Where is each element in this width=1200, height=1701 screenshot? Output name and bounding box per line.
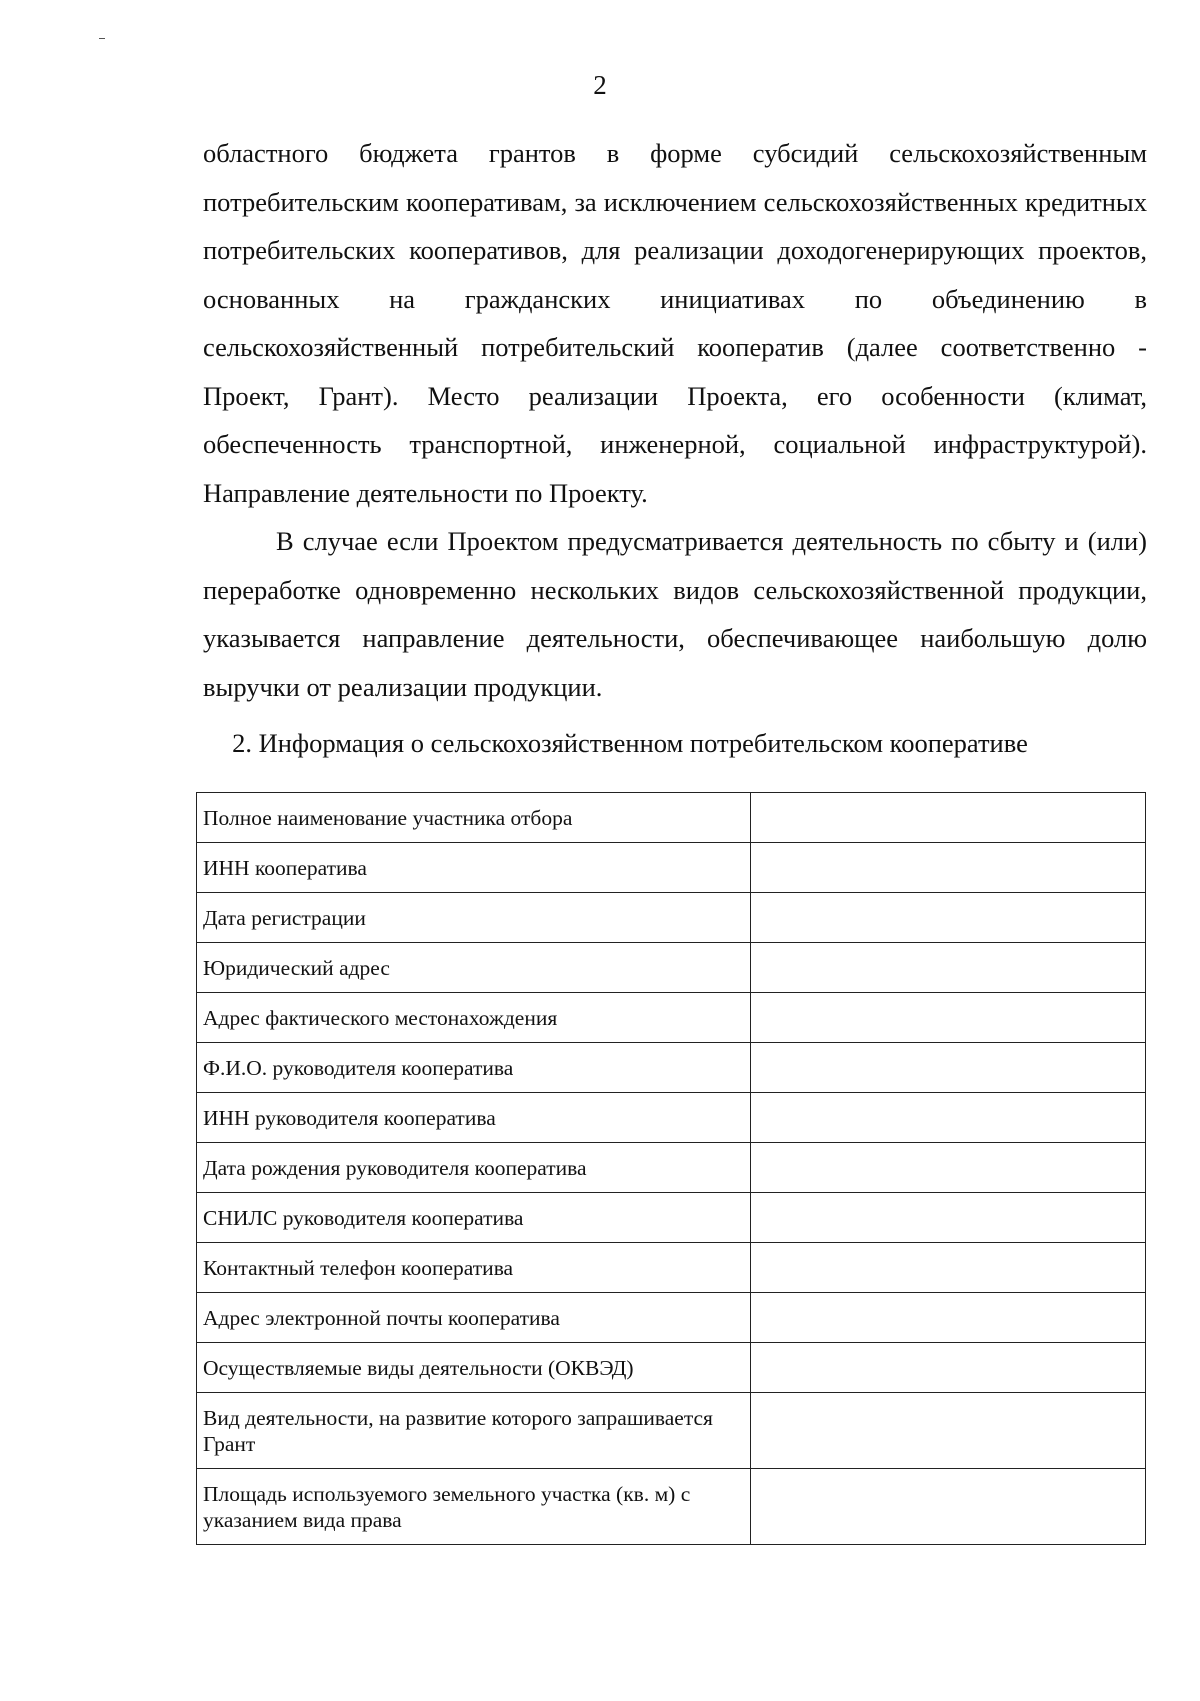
row-label: СНИЛС руководителя кооператива (197, 1193, 751, 1243)
table-row (197, 1343, 1146, 1393)
row-value (750, 943, 1145, 993)
row-label: ИНН кооператива (197, 843, 751, 893)
paragraph-1: областного бюджета грантов в форме субсидий сельскохозяйственным потребительским кооперативам, за исключением сельскохозяйственных кредитных потребительских кооперативов, для реализации доходогенерирующих проектов, основанных на гражданских инициативах по объединению в сельскохозяйственный потребительский кооператив (далее соответственно - Проект, Грант). Место реализации Проекта, его особенности (климат, обеспеченность транспортной, инженерной, социальной инфраструктурой). Направление деятельности по Проекту. (203, 138, 1147, 508)
table-row (197, 1043, 1146, 1093)
row-label: Юридический адрес (197, 943, 751, 993)
row-value (750, 1469, 1145, 1545)
row-value (750, 893, 1145, 943)
cooperative-info-table (196, 792, 1146, 1545)
section-heading: 2. Информация о сельскохозяйственном потребительском кооперативе (232, 728, 1028, 758)
row-label: Дата регистрации (197, 893, 751, 943)
row-value (750, 1093, 1145, 1143)
scan-mark (99, 38, 105, 39)
row-label: Площадь используемого земельного участка (кв. м) с указанием вида права (197, 1469, 751, 1545)
table-row (197, 793, 1146, 843)
row-label: ИНН руководителя кооператива (197, 1093, 751, 1143)
row-label: Адрес фактического местонахождения (197, 993, 751, 1043)
table-row (197, 943, 1146, 993)
row-label: Вид деятельности, на развитие которого запрашивается Грант (197, 1393, 751, 1469)
row-label: Дата рождения руководителя кооператива (197, 1143, 751, 1193)
table-row (197, 1393, 1146, 1469)
table-row (197, 843, 1146, 893)
row-value (750, 1193, 1145, 1243)
row-value (750, 1293, 1145, 1343)
row-value (750, 1043, 1145, 1093)
page-number: 2 (593, 70, 607, 100)
table-row (197, 993, 1146, 1043)
row-value (750, 1393, 1145, 1469)
row-value (750, 1343, 1145, 1393)
table-row (197, 1193, 1146, 1243)
table-row (197, 893, 1146, 943)
paragraph-2: В случае если Проектом предусматривается деятельность по сбыту и (или) переработке одновременно нескольких видов сельскохозяйственной продукции, указывается направление деятельности, обеспечивающее наибольшую долю выручки от реализации продукции. (203, 526, 1147, 702)
row-label: Полное наименование участника отбора (197, 793, 751, 843)
row-label: Осуществляемые виды деятельности (ОКВЭД) (197, 1343, 751, 1393)
row-value (750, 1243, 1145, 1293)
row-label: Адрес электронной почты кооператива (197, 1293, 751, 1343)
row-label: Контактный телефон кооператива (197, 1243, 751, 1293)
table-row (197, 1293, 1146, 1343)
row-value (750, 993, 1145, 1043)
table-row (197, 1143, 1146, 1193)
table-row (197, 1243, 1146, 1293)
table-row (197, 1093, 1146, 1143)
row-value (750, 843, 1145, 893)
table-row (197, 1469, 1146, 1545)
row-value (750, 793, 1145, 843)
row-label: Ф.И.О. руководителя кооператива (197, 1043, 751, 1093)
row-value (750, 1143, 1145, 1193)
